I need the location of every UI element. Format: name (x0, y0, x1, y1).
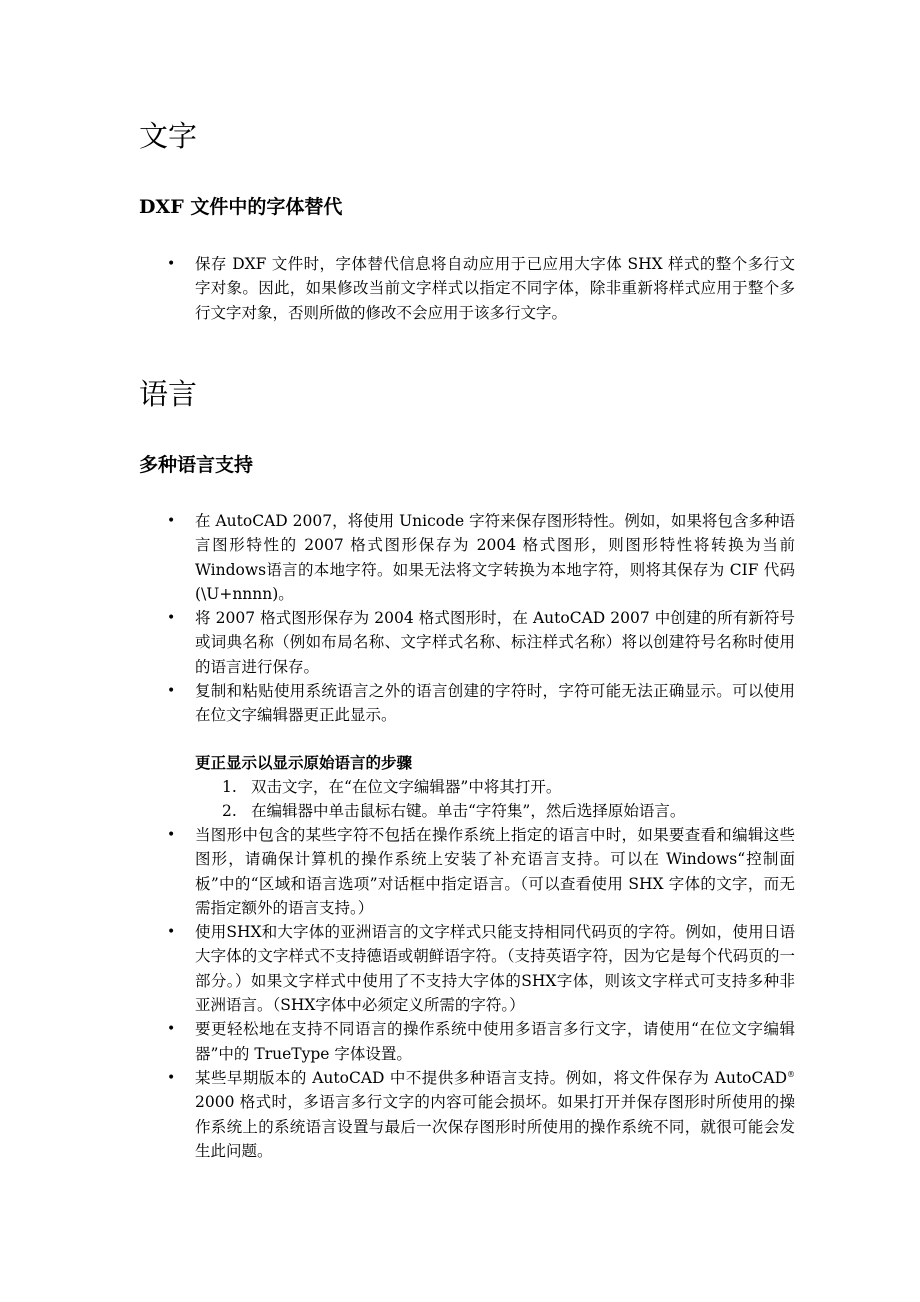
list-item (0, 679, 795, 728)
procedure-title: 更正显示以显示原始语言的步骤 (195, 753, 413, 772)
list-item-text: 将 2007 格式图形保存为 2004 格式图形时，在 AutoCAD 2007 中创建的所有新符号或词典名称（例如布局名称、文字样式名称、标注样式名称）将以创建符号名称时使用的语言进行保存。 (195, 609, 795, 676)
step-number: 2. (222, 802, 237, 820)
list-item-text: 在 AutoCAD 2007，将使用 Unicode 字符来保存图形特性。例如，如果将包含多种语言图形特性的 2007 格式图形保存为 2004 格式图形，则图形特性将转换为当前Windows语言的本地字符。如果无法将文字转换为本地字符，则将其保存为 CIF 代码 (\U+nnnn)。 (195, 512, 795, 603)
heading-language: 语言 (139, 377, 198, 411)
list-item (0, 1017, 795, 1066)
list-item (0, 1066, 795, 1163)
list-item (0, 823, 795, 920)
list-item-text: 复制和粘贴使用系统语言之外的语言创建的字符时，字符可能无法正确显示。可以使用在位文字编辑器更正此显示。 (195, 682, 795, 725)
subheading-multilanguage-support: 多种语言支持 (139, 454, 254, 476)
list-item (0, 252, 795, 325)
list-item-text: 保存 DXF 文件时，字体替代信息将自动应用于已应用大字体 SHX 样式的整个多行文字对象。因此，如果修改当前文字样式以指定不同字体，除非重新将样式应用于整个多行文字对象，否则所做的修改不会应用于该多行文字。 (195, 255, 795, 322)
step-text: 双击文字，在“在位文字编辑器”中将其打开。 (251, 778, 562, 796)
list-item-text-part: 2000 格式时，多语言多行文字的内容可能会损坏。如果打开并保存图形时所使用的操作系统上的系统语言设置与最后一次保存图形时所使用的操作系统不同，就很可能会发生此问题。 (195, 1093, 795, 1160)
heading-text: 文字 (139, 119, 198, 153)
list-item (0, 509, 795, 606)
list-item-text (195, 1069, 795, 1160)
subheading-dxf-font-substitution: DXF 文件中的字体替代 (139, 196, 343, 218)
bullet-icon: • (167, 513, 176, 529)
bullet-icon: • (167, 256, 176, 272)
bullet-icon: • (167, 1069, 176, 1086)
step-text: 在编辑器中单击鼠标右键。单击“字符集”，然后选择原始语言。 (251, 802, 686, 820)
list-item-text: 当图形中包含的某些字符不包括在操作系统上指定的语言中时，如果要查看和编辑这些图形，请确保计算机的操作系统上安装了补充语言支持。可以在 Windows“控制面板”中的“区域和语言选项”对话框中指定语言。（可以查看使用 SHX 字体的文字，而无需指定额外的语言支持。） (195, 826, 795, 917)
language-bullet-list-b (0, 823, 920, 1163)
list-item-text: 使用SHX和大字体的亚洲语言的文字样式只能支持相同代码页的字符。例如，使用日语大字体的文字样式不支持德语或朝鲜语字符。（支持英语字符，因为它是每个代码页的一部分。）如果文字样式中使用了不支持大字体的SHX字体，则该文字样式可支持多种非亚洲语言。（SHX字体中必须定义所需的字符。） (195, 923, 795, 1015)
list-item (0, 920, 795, 1017)
list-item-text: 要更轻松地在支持不同语言的操作系统中使用多语言多行文字，请使用“在位文字编辑器”中的 TrueType 字体设置。 (195, 1020, 795, 1063)
registered-mark: ® (787, 1069, 795, 1079)
procedure-step (0, 775, 920, 799)
bullet-icon: • (167, 683, 176, 700)
list-item-text-part: 某些早期版本的 AutoCAD 中不提供多种语言支持。例如，将文件保存为 AutoCAD (195, 1068, 787, 1087)
bullet-icon: • (167, 924, 176, 941)
step-number: 1. (222, 778, 237, 796)
bullet-icon: • (167, 1021, 176, 1038)
language-bullet-list-a (0, 509, 920, 728)
procedure-steps (0, 775, 920, 823)
list-item (0, 606, 795, 679)
procedure-step (0, 799, 920, 823)
bullet-icon: • (167, 827, 176, 843)
bullet-icon: • (167, 610, 176, 627)
text-bullet-list (0, 252, 920, 325)
